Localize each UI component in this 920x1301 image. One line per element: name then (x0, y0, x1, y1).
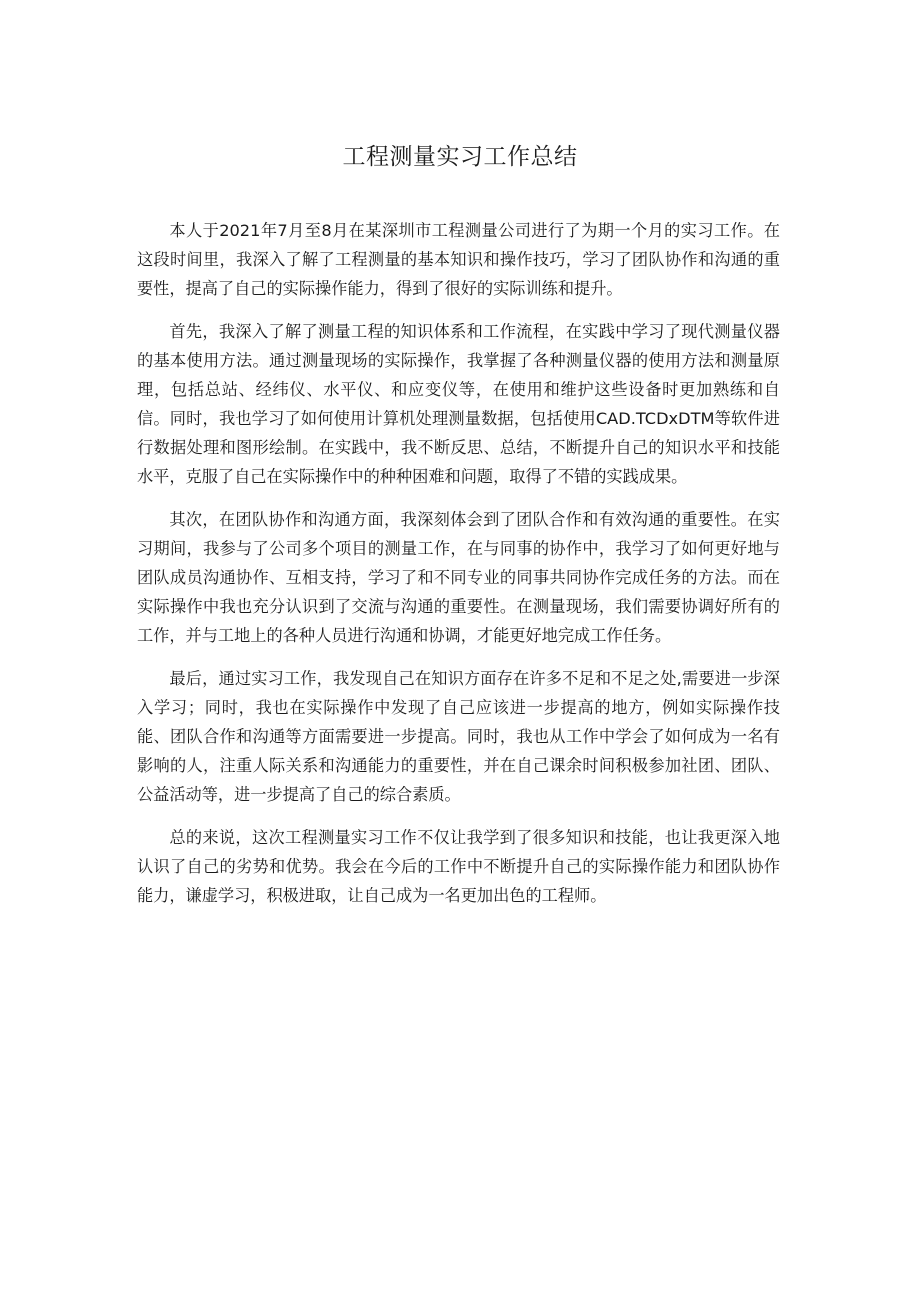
page-title: 工程测量实习工作总结 (342, 144, 578, 170)
paragraph-knowledge: 首先，我深入了解了测量工程的知识体系和工作流程，在实践中学习了现代测量仪器的基本使用方法。通过测量现场的实际操作，我掌握了各种测量仪器的使用方法和测量原理，包括总站、经纬仪、水平仪、和应变仪等，在使用和维护这些设备时更加熟练和自信。同时，我也学习了如何使用计算机处理测量数据，包括使用CAD.TCDxDTM等软件进行数据处理和图形绘制。在实践中，我不断反思、总结，不断提升自己的知识水平和技能水平，克服了自己在实际操作中的种种困难和问题，取得了不错的实践成果。 (137, 322, 780, 486)
paragraph-teamwork: 其次，在团队协作和沟通方面，我深刻体会到了团队合作和有效沟通的重要性。在实习期间，我参与了公司多个项目的测量工作，在与同事的协作中，我学习了如何更好地与团队成员沟通协作、互相支持，学习了和不同专业的同事共同协作完成任务的方法。而在实际操作中我也充分认识到了交流与沟通的重要性。在测量现场，我们需要协调好所有的工作，并与工地上的各种人员进行沟通和协调，才能更好地完成工作任务。 (137, 510, 780, 645)
document-body (137, 216, 780, 924)
paragraph-shortcomings: 最后，通过实习工作，我发现自己在知识方面存在许多不足和不足之处,需要进一步深入学习；同时，我也在实际操作中发现了自己应该进一步提高的地方，例如实际操作技能、团队合作和沟通等方面需要进一步提高。同时，我也从工作中学会了如何成为一名有影响的人，注重人际关系和沟通能力的重要性，并在自己课余时间积极参加社团、团队、公益活动等，进一步提高了自己的综合素质。 (137, 669, 780, 804)
paragraph-conclusion: 总的来说，这次工程测量实习工作不仅让我学到了很多知识和技能，也让我更深入地认识了自己的劣势和优势。我会在今后的工作中不断提升自己的实际操作能力和团队协作能力，谦虚学习，积极进取，让自己成为一名更加出色的工程师。 (137, 828, 780, 905)
paragraph-intro: 本人于2021年7月至8月在某深圳市工程测量公司进行了为期一个月的实习工作。在这段时间里，我深入了解了工程测量的基本知识和操作技巧，学习了团队协作和沟通的重要性，提高了自己的实际操作能力，得到了很好的实际训练和提升。 (137, 221, 780, 298)
